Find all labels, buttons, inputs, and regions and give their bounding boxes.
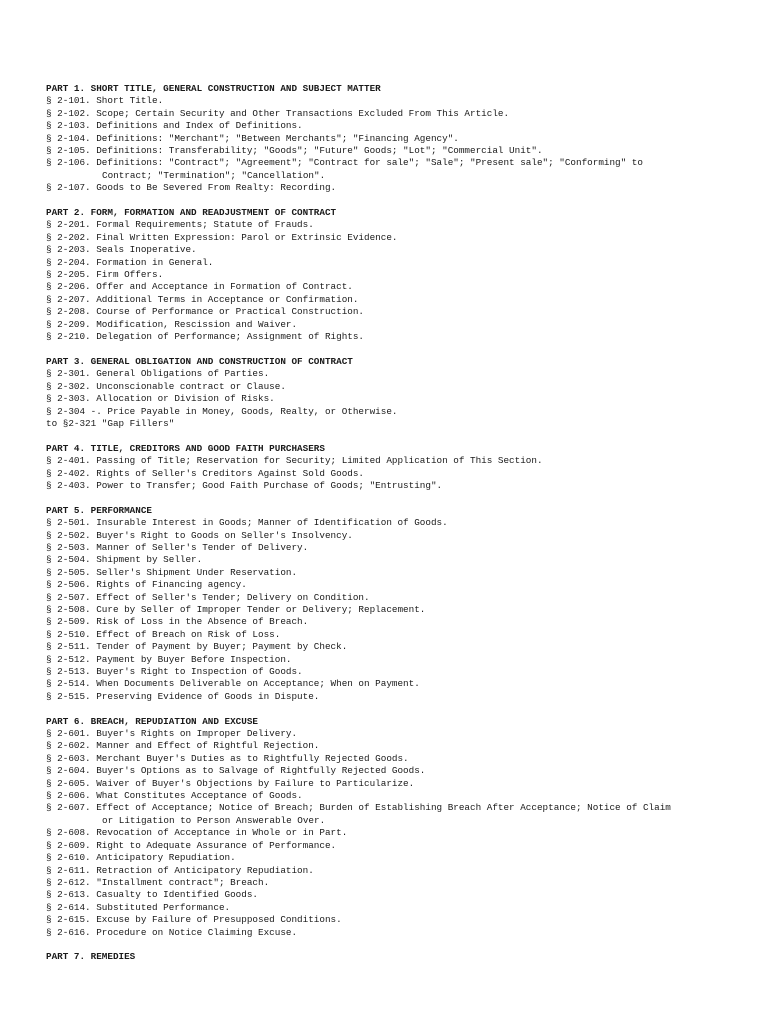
part-heading: PART 1. SHORT TITLE, GENERAL CONSTRUCTION AND SUBJECT MATTER [46,83,381,94]
section-entry: § 2-208. Course of Performance or Practical Construction. [46,306,365,318]
section-entry: § 2-515. Preserving Evidence of Goods in Dispute. [46,690,320,702]
section-entry: § 2-203. Seals Inoperative. [46,244,197,256]
section-entry: § 2-507. Effect of Seller's Tender; Delivery on Condition. [46,591,370,603]
section-entry: § 2-605. Waiver of Buyer's Objections by Failure to Particularize. [46,777,415,789]
section-entry: § 2-401. Passing of Title; Reservation for Security; Limited Application of This Section. [46,455,543,467]
section-entry: § 2-613. Casualty to Identified Goods. [46,889,259,901]
part-heading: PART 6. BREACH, REPUDIATION AND EXCUSE [46,715,259,727]
part-heading: PART 3. GENERAL OBLIGATION AND CONSTRUCTION OF CONTRACT [46,355,353,367]
part-section [46,83,746,195]
section-entry: § 2-501. Insurable Interest in Goods; Manner of Identification of Goods. [46,517,448,529]
part-section [46,356,746,430]
section-entry: § 2-204. Formation in General. [46,256,214,268]
section-entry: § 2-616. Procedure on Notice Claiming Excuse. [46,926,298,938]
section-entry: § 2-607. Effect of Acceptance; Notice of Breach; Burden of Establishing Breach After Acceptance; Notice of Claim [46,802,671,814]
section-entry: § 2-511. Tender of Payment by Buyer; Payment by Check. [46,641,348,653]
section-entry: § 2-505. Seller's Shipment Under Reservation. [46,566,298,578]
section-entry: § 2-106. Definitions: "Contract"; "Agreement"; "Contract for sale"; "Sale"; "Present sale"; "Conforming" to [46,157,643,169]
part-heading: PART 7. REMEDIES [46,951,136,963]
section-entry: § 2-508. Cure by Seller of Improper Tender or Delivery; Replacement. [46,604,426,615]
section-entry: § 2-107. Goods to Be Severed From Realty: Recording. [46,182,337,194]
section-entry: § 2-611. Retraction of Anticipatory Repudiation. [46,864,314,876]
section-entry: § 2-302. Unconscionable contract or Clause. [46,380,286,392]
section-entry: § 2-304 -. Price Payable in Money, Goods, Realty, or Otherwise. [46,405,398,417]
section-entry: § 2-207. Additional Terms in Acceptance or Confirmation. [46,293,359,305]
section-entry: § 2-301. General Obligations of Parties. [46,368,270,380]
part-section [46,443,746,493]
section-entry: § 2-610. Anticipatory Repudiation. [46,852,236,864]
section-entry: § 2-104. Definitions: "Merchant"; "Between Merchants"; "Financing Agency". [46,132,459,144]
section-entry: § 2-601. Buyer's Rights on Improper Delivery. [46,728,298,740]
part-section [46,716,746,939]
section-entry: § 2-614. Substituted Performance. [46,901,231,913]
section-entry: § 2-402. Rights of Seller's Creditors Against Sold Goods. [46,467,365,479]
section-entry: § 2-603. Merchant Buyer's Duties as to Rightfully Rejected Goods. [46,752,409,764]
section-entry: § 2-210. Delegation of Performance; Assignment of Rights. [46,331,365,343]
part-heading: PART 5. PERFORMANCE [46,504,153,516]
section-entry: § 2-303. Allocation or Division of Risks. [46,393,275,405]
section-entry-continuation: or Litigation to Person Answerable Over. [102,814,326,826]
section-entry: § 2-512. Payment by Buyer Before Inspection. [46,653,292,665]
section-entry: § 2-102. Scope; Certain Security and Other Transactions Excluded From This Article. [46,107,510,119]
section-entry: § 2-502. Buyer's Right to Goods on Seller's Insolvency. [46,529,353,541]
section-entry: § 2-504. Shipment by Seller. [46,554,203,566]
section-entry: § 2-403. Power to Transfer; Good Faith Purchase of Goods; "Entrusting". [46,479,443,491]
part-heading: PART 2. FORM, FORMATION AND READJUSTMENT OF CONTRACT [46,207,337,219]
section-entry: § 2-513. Buyer's Right to Inspection of Goods. [46,666,303,678]
section-entry-continuation: Contract; "Termination"; "Cancellation". [102,169,326,181]
part-section [46,505,746,704]
section-entry: § 2-202. Final Written Expression: Parol or Extrinsic Evidence. [46,231,398,243]
part-heading: PART 4. TITLE, CREDITORS AND GOOD FAITH PURCHASERS [46,442,325,454]
section-entry: to §2-321 "Gap Fillers" [46,417,175,429]
section-entry: § 2-606. What Constitutes Acceptance of Goods. [46,790,303,802]
section-entry: § 2-602. Manner and Effect of Rightful Rejection. [46,740,320,752]
part-section [46,951,746,963]
section-entry: § 2-503. Manner of Seller's Tender of Delivery. [46,541,309,553]
section-entry: § 2-608. Revocation of Acceptance in Whole or in Part. [46,827,348,839]
section-entry: § 2-105. Definitions: Transferability; "Goods"; "Future" Goods; "Lot"; "Commercial Unit". [46,145,543,157]
section-entry: § 2-103. Definitions and Index of Definitions. [46,120,303,132]
section-entry: § 2-101. Short Title. [46,95,164,107]
section-entry: § 2-205. Firm Offers. [46,269,164,281]
document-page [46,83,746,976]
section-entry: § 2-506. Rights of Financing agency. [46,579,247,591]
section-entry: § 2-604. Buyer's Options as to Salvage of Rightfully Rejected Goods. [46,765,426,777]
section-entry: § 2-209. Modification, Rescission and Waiver. [46,318,298,330]
part-section [46,207,746,343]
section-entry: § 2-510. Effect of Breach on Risk of Loss. [46,628,281,640]
section-entry: § 2-612. "Installment contract"; Breach. [46,876,270,888]
section-entry: § 2-514. When Documents Deliverable on Acceptance; When on Payment. [46,678,420,690]
section-entry: § 2-201. Formal Requirements; Statute of Frauds. [46,219,314,231]
section-entry: § 2-615. Excuse by Failure of Presupposed Conditions. [46,914,342,926]
section-entry: § 2-509. Risk of Loss in the Absence of Breach. [46,616,309,628]
section-entry: § 2-609. Right to Adequate Assurance of Performance. [46,839,337,851]
section-entry: § 2-206. Offer and Acceptance in Formation of Contract. [46,281,353,293]
